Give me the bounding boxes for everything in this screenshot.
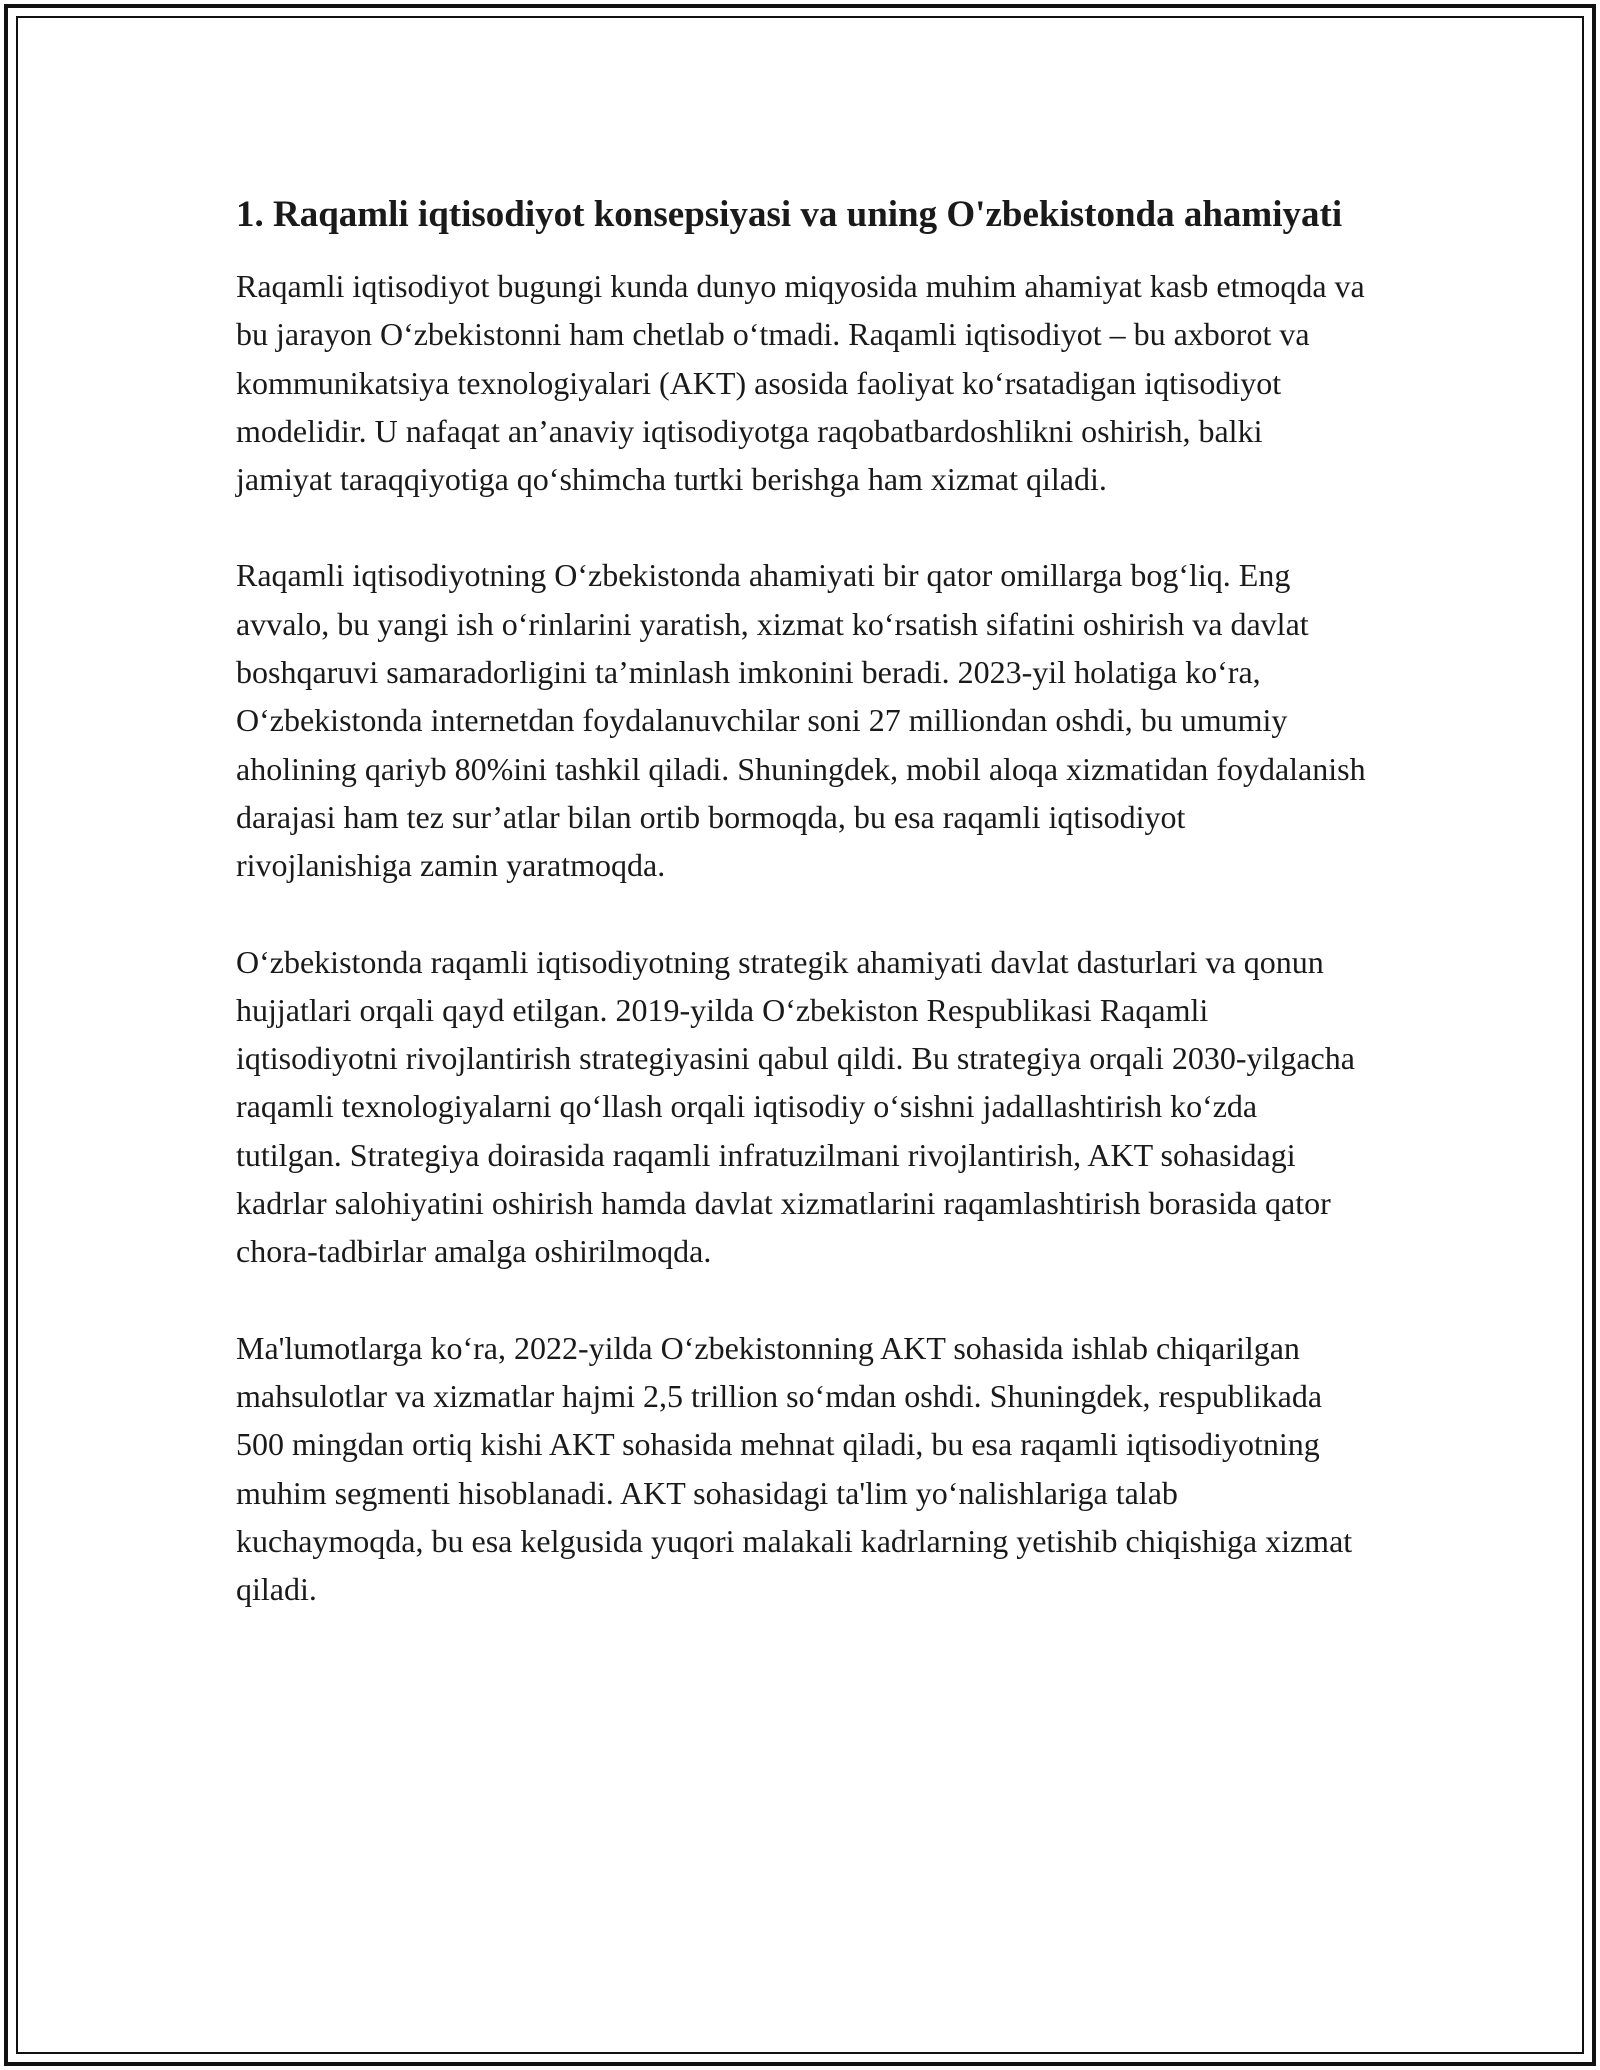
paragraph-3: O‘zbekistonda raqamli iqtisodiyotning strategik ahamiyati davlat dasturlari va qonun hujjatlari orqali qayd etilgan. 2019-yilda O‘zbekiston Respublikasi Raqamli iqtisodiyotni rivojlantirish strategiyasini qabul qildi. Bu strategiya orqali 2030-yilgacha raqamli texnologiyalarni qo‘llash orqali iqtisodiy o‘sishni jadallashtirish ko‘zda tutilgan. Strategiya doirasida raqamli infratuzilmani rivojlantirish, AKT sohasidagi kadrlar salohiyatini oshirish hamda davlat xizmatlarini raqamlashtirish borasida qator chora-tadbirlar amalga oshirilmoqda. (236, 943, 1355, 1270)
paragraph-2: Raqamli iqtisodiyotning O‘zbekistonda ahamiyati bir qator omillarga bog‘liq. Eng avvalo, bu yangi ish o‘rinlarini yaratish, xizmat ko‘rsatish sifatini oshirish va davlat boshqaruvi samaradorligini ta’minlash imkonini beradi. 2023-yil holatiga ko‘ra, O‘zbekistonda internetdan foydalanuvchilar soni 27 milliondan oshdi, bu umumiy aholining qariyb 80%ini tashkil qiladi. Shuningdek, mobil aloqa xizmatidan foydalanish darajasi ham tez sur’atlar bilan ortib bormoqda, bu esa raqamli iqtisodiyot rivojlanishiga zamin yaratmoqda. (236, 557, 1366, 884)
paragraph-4: Ma'lumotlarga ko‘ra, 2022-yilda O‘zbekistonning AKT sohasida ishlab chiqarilgan mahsulotlar va xizmatlar hajmi 2,5 trillion so‘mdan oshdi. Shuningdek, respublikada 500 mingdan ortiq kishi AKT sohasida mehnat qiladi, bu esa raqamli iqtisodiyotning muhim segmenti hisoblanadi. AKT sohasidagi ta'lim yo‘nalishlariga talab kuchaymoqda, bu esa kelgusida yuqori malakali kadrlarning yetishib chiqishiga xizmat qiladi. (236, 1329, 1353, 1608)
paragraph-1: Raqamli iqtisodiyot bugungi kunda dunyo miqyosida muhim ahamiyat kasb etmoqda va bu jarayon O‘zbekistonni ham chetlab o‘tmadi. Raqamli iqtisodiyot – bu axborot va kommunikatsiya texnologiyalari (AKT) asosida faoliyat ko‘rsatadigan iqtisodiyot modelidir. U nafaqat an’anaviy iqtisodiyotga raqobatbardoshlikni oshirish, balki jamiyat taraqqiyotiga qo‘shimcha turtki berishga ham xizmat qiladi. (236, 268, 1365, 498)
document-body (236, 188, 1366, 1661)
section-title: 1. Raqamli iqtisodiyot konsepsiyasi va uning O'zbekistonda ahamiyati (236, 194, 1343, 235)
